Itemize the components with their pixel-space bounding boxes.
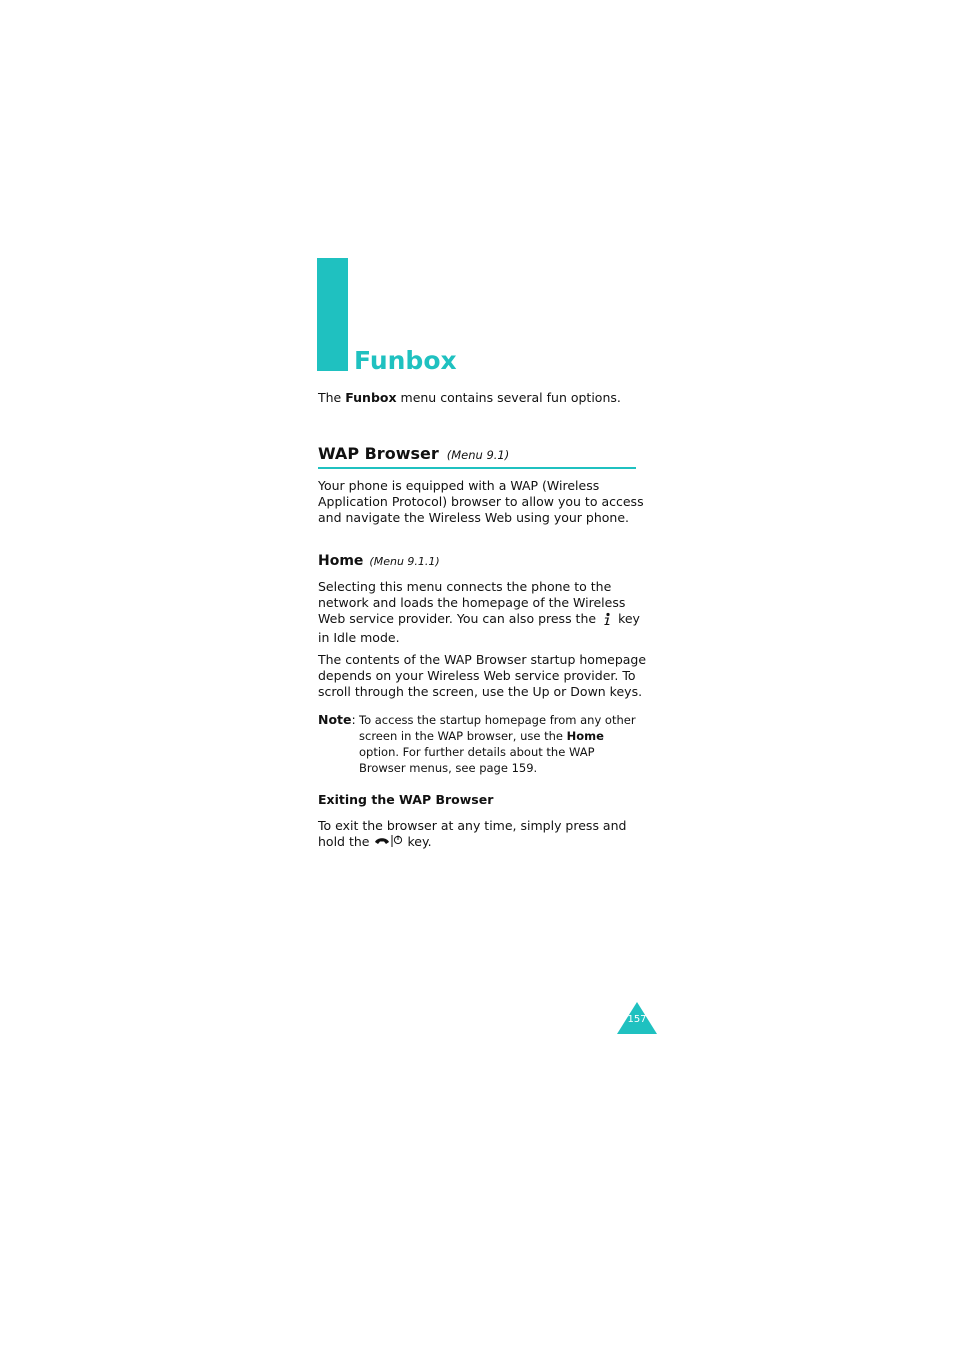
subsection-menu-ref: (Menu 9.1.1): [369, 555, 440, 568]
chapter-title: Funbox: [354, 346, 457, 375]
paragraph-line: Application Protocol) browser to allow you to access: [318, 494, 644, 509]
note-line: [359, 728, 636, 744]
intro-text-start: The: [318, 390, 346, 405]
note-option-name: Home: [566, 729, 604, 743]
paragraph-line: scroll through the screen, use the Up or Down keys.: [318, 684, 643, 699]
paragraph-line: Your phone is equipped with a WAP (Wireless: [318, 478, 600, 493]
section-menu-ref: (Menu 9.1): [446, 448, 510, 462]
section-paragraph: [318, 478, 644, 526]
paragraph-line: [318, 611, 640, 630]
paragraph-line: Selecting this menu connects the phone to the: [318, 579, 612, 594]
paragraph-line: The contents of the WAP Browser startup homepage: [318, 652, 647, 667]
paragraph-line: in Idle mode.: [318, 630, 400, 645]
page-number: 157: [627, 1014, 647, 1025]
chapter-intro: [318, 390, 621, 406]
note-body: [359, 712, 636, 776]
line-text-start: Web service provider. You can also press the: [318, 611, 597, 626]
line-text-start: hold the: [318, 834, 370, 849]
chapter-color-bar: [317, 258, 348, 371]
paragraph-line: [318, 834, 626, 853]
line-text-end: key: [618, 611, 640, 626]
paragraph-line: and navigate the Wireless Web using your phone.: [318, 510, 629, 525]
intro-menu-name: Funbox: [345, 390, 397, 405]
paragraph-line: depends on your Wireless Web service provider. To: [318, 668, 636, 683]
paragraph-line: network and loads the homepage of the Wireless: [318, 595, 626, 610]
page-number-marker: [617, 1002, 657, 1034]
home-paragraph-1: [318, 579, 640, 646]
info-key-icon: [600, 612, 614, 630]
end-power-key-icon: [373, 834, 403, 853]
note-text: screen in the WAP browser, use the: [359, 729, 567, 743]
section-title: WAP Browser: [318, 444, 439, 463]
note-line: To access the startup homepage from any other: [359, 713, 636, 727]
subsection-title: Home: [318, 553, 364, 569]
exiting-heading: Exiting the WAP Browser: [318, 792, 494, 807]
line-text-end: key.: [407, 834, 432, 849]
intro-text-end: menu contains several fun options.: [396, 390, 621, 405]
note-line: option. For further details about the WAP: [359, 745, 595, 759]
note-label: Note:: [318, 712, 356, 727]
paragraph-line: To exit the browser at any time, simply press and: [318, 818, 627, 833]
home-paragraph-2: [318, 652, 646, 700]
exiting-paragraph: [318, 818, 626, 853]
subsection-heading: [318, 550, 440, 571]
note-label-text: Note: [318, 712, 352, 727]
note-line: Browser menus, see page 159.: [359, 761, 538, 775]
section-heading: [318, 443, 636, 469]
